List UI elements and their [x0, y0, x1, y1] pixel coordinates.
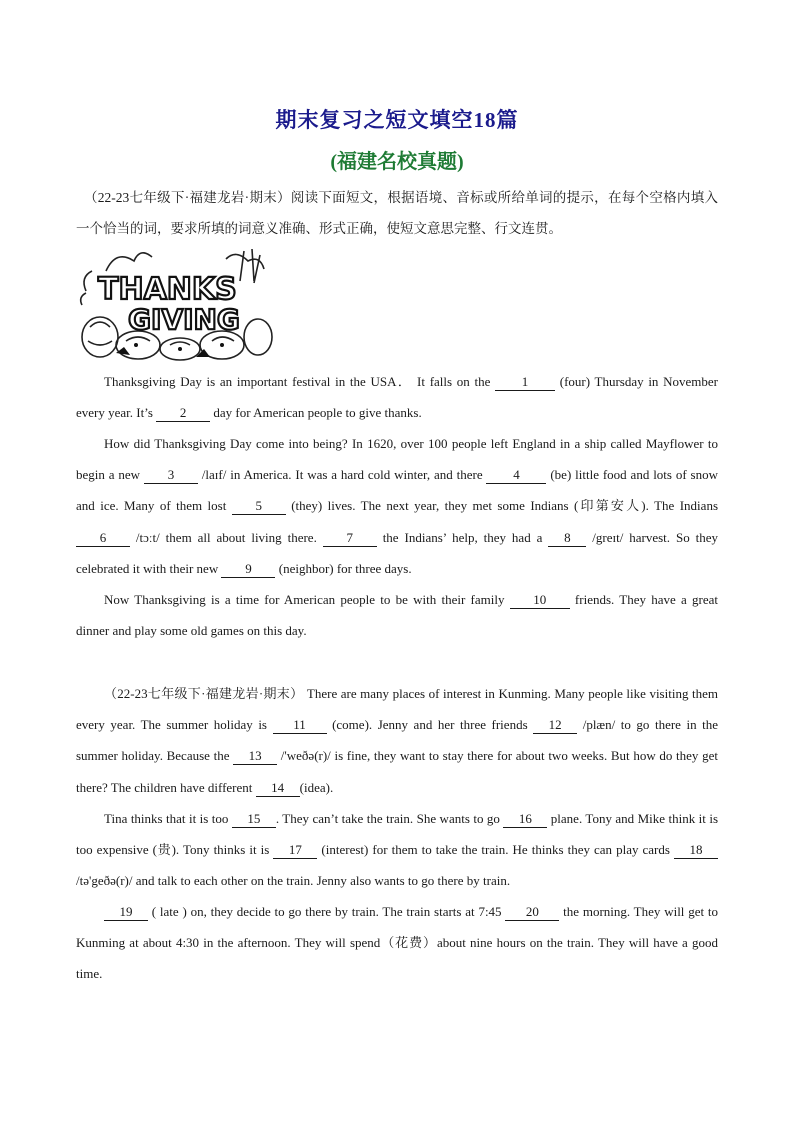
page-subtitle: (福建名校真题)	[330, 151, 464, 173]
blank-18[interactable]: 18	[674, 842, 718, 859]
blank-14[interactable]: 14	[256, 780, 300, 797]
thanksgiving-logo-image	[76, 241, 276, 365]
blank-16[interactable]: 16	[503, 811, 547, 828]
blank-3[interactable]: 3	[144, 467, 198, 484]
passage1-instructions: （22-23七年级下·福建龙岩·期末）阅读下面短文，根据语境、音标或所给单词的提示，在每个空格内填入一个恰当的词，要求所填的词意义准确、形式正确，使短文意思完整、行文连贯。	[76, 190, 718, 236]
blank-19[interactable]: 19	[104, 904, 148, 921]
blank-7[interactable]: 7	[323, 530, 377, 547]
passage2-paragraph3: 19 ( late ) on, they decide to go there by train. The train starts at 7:45 20 the morning. They will get to Kunming at about 4:30 in the afternoon. They will spend（花费）about nine hours on the train. They will have a good time.	[76, 904, 718, 982]
blank-5[interactable]: 5	[232, 498, 286, 515]
blank-1[interactable]: 1	[495, 374, 555, 391]
blank-8[interactable]: 8	[548, 530, 586, 547]
blank-2[interactable]: 2	[156, 405, 210, 422]
passage2-paragraph1: （22-23七年级下·福建龙岩·期末） There are many places of interest in Kunming. Many people like visiting them every year. The summer holiday is 11 (come). Jenny and her three friends 12 /plæn/ to go there in the summer holiday. Because the 13 /'weðə(r)/ is fine, they want to stay there for about two weeks. But how do they get there? The children have different 14 (idea).	[76, 686, 719, 795]
passage1-paragraph2: How did Thanksgiving Day come into being? In 1620, over 100 people left England in a ship called Mayflower to begin a new 3 /laɪf/ in America. It was a hard cold winter, and there 4 (be) little food and lots of snow and ice. Many of them lost 5 (they) lives. The next year, they met some Indians (印第安人). The Indians 6 /tɔːt/ them all about living there. 7 the Indians’ help, they had a 8 /greɪt/ harvest. So they celebrated it with their new 9 (neighbor) for three days.	[76, 436, 719, 576]
passage2-paragraph2: Tina thinks that it is too 15 . They can’t take the train. She wants to go 16 plane. Tony and Mike think it is too expensive (贵). Tony thinks it is 17 (interest) for them to take the train. He thinks they can play cards 18 /tə'geðə(r)/ and talk to each other on the train. Jenny also wants to go there by train.	[76, 811, 719, 889]
blank-9[interactable]: 9	[221, 561, 275, 578]
blank-12[interactable]: 12	[533, 717, 577, 734]
blank-6[interactable]: 6	[76, 530, 130, 547]
blank-11[interactable]: 11	[273, 717, 327, 734]
passage1-paragraph1: Thanksgiving Day is an important festival in the USA． It falls on the 1 (four) Thursday in November every year. It’s 2 day for American people to give thanks.	[76, 374, 718, 421]
passage1-paragraph3: Now Thanksgiving is a time for American people to be with their family 10 friends. They have a great dinner and play some old games on this day.	[76, 592, 718, 639]
blank-4[interactable]: 4	[486, 467, 546, 484]
passage1-intro	[76, 182, 718, 244]
logo-text-thanks: THANKS	[98, 272, 237, 307]
logo-text-giving: GIVING	[128, 303, 240, 336]
blank-13[interactable]: 13	[233, 748, 277, 765]
page-title: 期末复习之短文填空18篇	[275, 108, 519, 132]
blank-17[interactable]: 17	[273, 842, 317, 859]
blank-10[interactable]: 10	[510, 592, 570, 609]
blank-15[interactable]: 15	[232, 811, 276, 828]
blank-20[interactable]: 20	[505, 904, 559, 921]
